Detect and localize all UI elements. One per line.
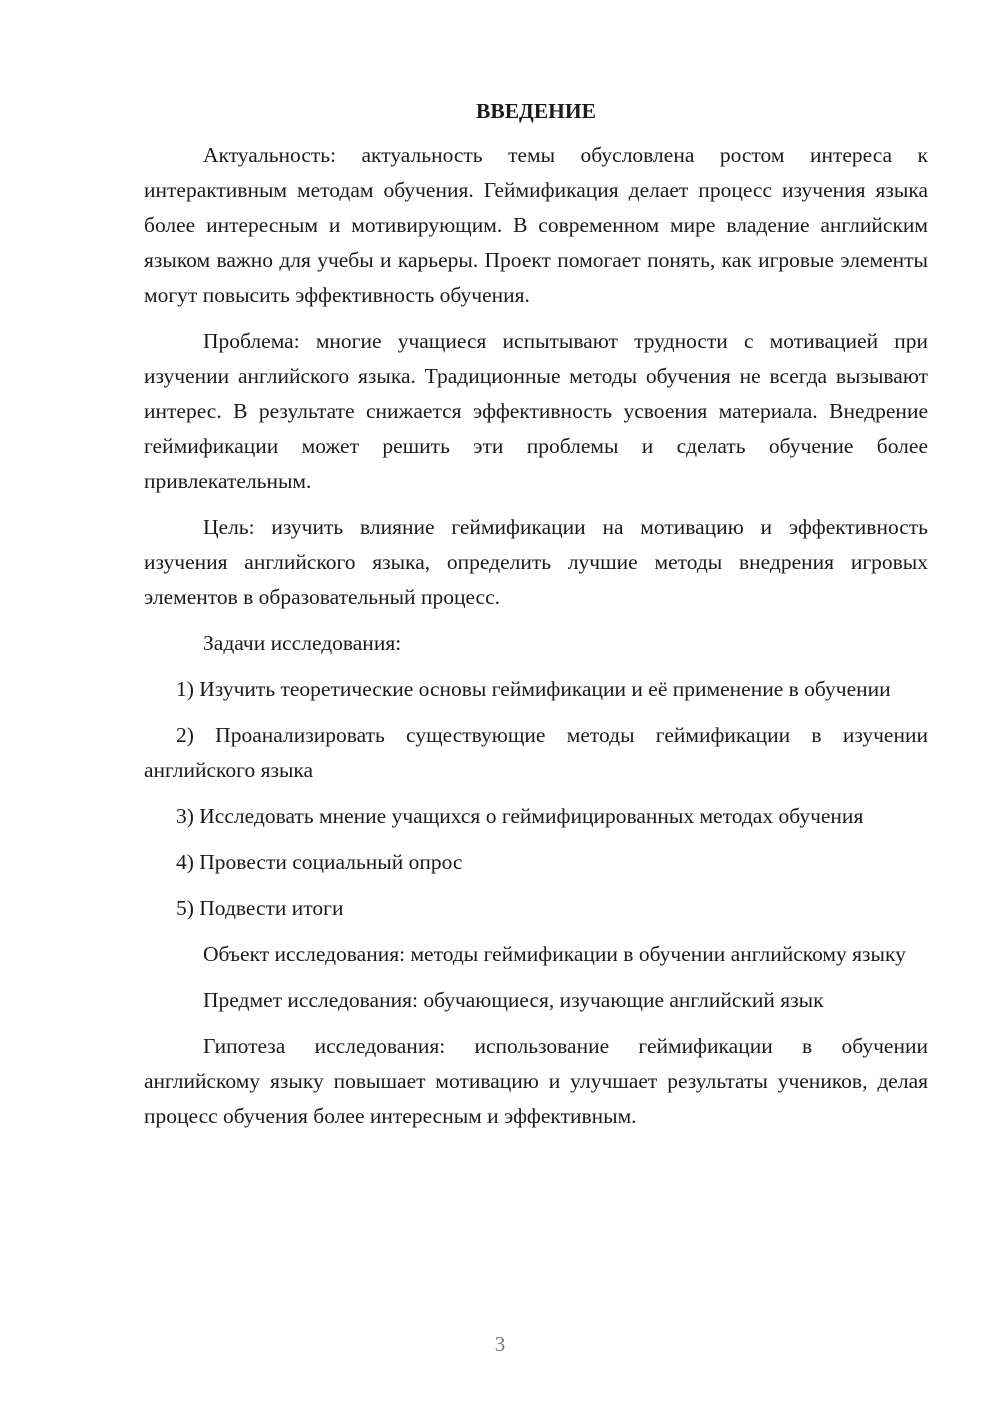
tasks-heading: Задачи исследования: [203,631,402,655]
subject-paragraph: Предмет исследования: обучающиеся, изучающие английский язык [203,988,824,1012]
goal-paragraph: Цель: изучить влияние геймификации на мотивацию и эффективность изучения английского языка, определить лучшие методы внедрения игровых элементов в образовательный процесс. [144,515,928,609]
document-page [144,96,928,1145]
task-item: 4) Провести социальный опрос [176,850,463,874]
task-item: 5) Подвести итоги [176,896,344,920]
hypothesis-paragraph: Гипотеза исследования: использование геймификации в обучении английскому языку повышает мотивацию и улучшает результаты учеников, делая процесс обучения более интересным и эффективным. [144,1034,928,1128]
task-item: 2) Проанализировать существующие методы геймификации в изучении английского языка [144,723,928,782]
task-item: 1) Изучить теоретические основы геймификации и её применение в обучении [176,677,891,701]
object-paragraph: Объект исследования: методы геймификации в обучении английскому языку [203,942,906,966]
relevance-paragraph: Актуальность: актуальность темы обусловлена ростом интереса к интерактивным методам обучения. Геймификация делает процесс изучения языка более интересным и мотивирующим. В современном мире владение английским языком важно для учебы и карьеры. Проект помогает понять, как игровые элементы могут повысить эффективность обучения. [144,143,928,307]
page-title: ВВЕДЕНИЕ [476,99,596,123]
page-number: 3 [494,1332,506,1356]
task-item: 3) Исследовать мнение учащихся о геймифицированных методах обучения [176,804,864,828]
problem-paragraph: Проблема: многие учащиеся испытывают трудности с мотивацией при изучении английского языка. Традиционные методы обучения не всегда вызывают интерес. В результате снижается эффективность усвоения материала. Внедрение геймификации может решить эти проблемы и сделать обучение более привлекательным. [144,329,928,493]
tasks-list [144,672,928,926]
